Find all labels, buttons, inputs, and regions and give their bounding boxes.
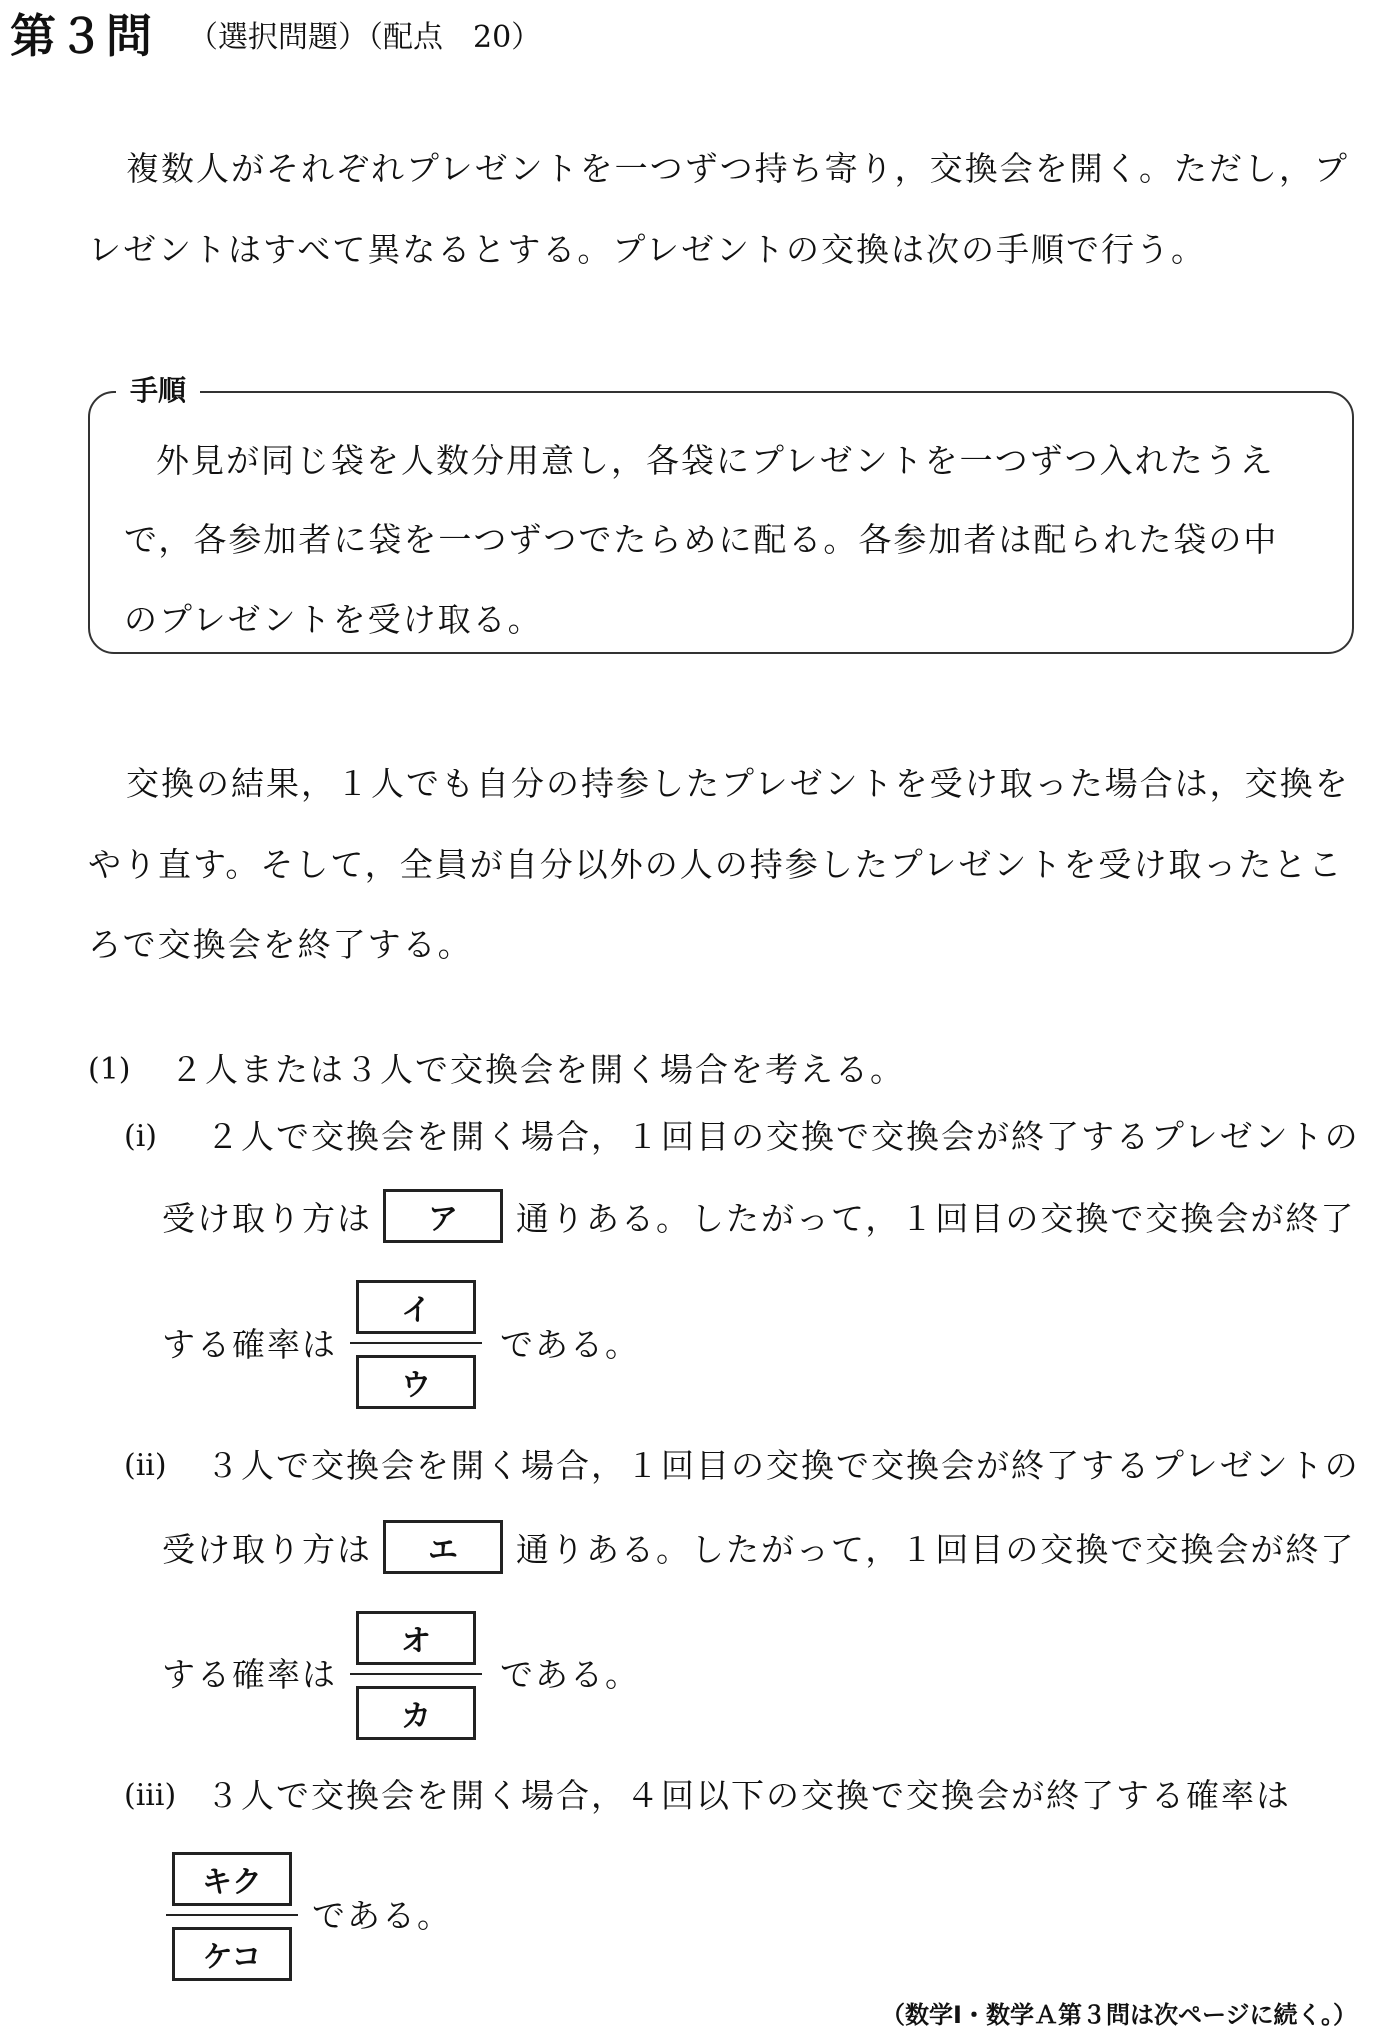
question-1-text: ２人または３人で交換会を開く場合を考える。 (170, 1050, 905, 1089)
answer-box-e[interactable]: エ (383, 1520, 503, 1574)
fraction-bar-kiku-keko (166, 1914, 298, 1916)
subquestion-ii-line-1: ３人で交換会を開く場合，１回目の交換で交換会が終了するプレゼントの (206, 1446, 1360, 1485)
fraction-bar-o-ka (350, 1673, 482, 1675)
rule-line-1: 交換の結果，１人でも自分の持参したプレゼントを受け取った場合は，交換を (126, 764, 1350, 803)
answer-box-a[interactable]: ア (383, 1189, 503, 1243)
subquestion-i-label: (i) (124, 1119, 158, 1154)
procedure-line-2: で，各参加者に袋を一つずつでたらめに配る。各参加者は配られた袋の中 (124, 520, 1279, 559)
fraction-bar-i-u (350, 1342, 482, 1344)
rule-line-3: ろで交換会を終了する。 (88, 925, 473, 964)
answer-box-keko[interactable]: ケコ (172, 1927, 292, 1981)
answer-box-ka[interactable]: カ (356, 1686, 476, 1740)
answer-box-i[interactable]: イ (356, 1280, 476, 1334)
continuation-note: （数学Ⅰ・数学Ａ第３問は次ページに続く。） (881, 2001, 1357, 2029)
subquestion-i-line-3-post: である。 (500, 1325, 640, 1364)
problem-subtitle: （選択問題）（配点 20） (188, 20, 542, 55)
subquestion-i-line-3-pre: する確率は (162, 1325, 337, 1364)
answer-box-o[interactable]: オ (356, 1611, 476, 1665)
subquestion-ii-line-3-pre: する確率は (162, 1655, 337, 1694)
subquestion-i-line-2-pre: 受け取り方は (162, 1199, 372, 1238)
problem-number: 第３問 (10, 9, 154, 63)
subquestion-i-line-1: ２人で交換会を開く場合，１回目の交換で交換会が終了するプレゼントの (206, 1117, 1360, 1156)
subquestion-iii-line-1: ３人で交換会を開く場合，４回以下の交換で交換会が終了する確率は (206, 1776, 1291, 1815)
procedure-line-1: 外見が同じ袋を人数分用意し，各袋にプレゼントを一つずつ入れたうえ (156, 441, 1275, 480)
subquestion-iii-line-2-post: である。 (312, 1896, 452, 1935)
subquestion-ii-line-2-post: 通りある。したがって，１回目の交換で交換会が終了 (516, 1530, 1356, 1569)
subquestion-ii-label: (ii) (124, 1448, 167, 1483)
procedure-label: 手順 (116, 373, 200, 409)
procedure-line-3: のプレゼントを受け取る。 (124, 600, 543, 639)
subquestion-ii-line-2-pre: 受け取り方は (162, 1530, 372, 1569)
intro-line-2: レゼントはすべて異なるとする。プレゼントの交換は次の手順で行う。 (88, 230, 1207, 269)
subquestion-i-line-2-post: 通りある。したがって，１回目の交換で交換会が終了 (516, 1199, 1356, 1238)
answer-box-kiku[interactable]: キク (172, 1852, 292, 1906)
answer-box-u[interactable]: ウ (356, 1355, 476, 1409)
subquestion-ii-line-3-post: である。 (500, 1655, 640, 1694)
subquestion-iii-label: (iii) (124, 1778, 177, 1813)
intro-line-1: 複数人がそれぞれプレゼントを一つずつ持ち寄り，交換会を開く。ただし，プ (126, 149, 1350, 188)
rule-line-2: やり直す。そして，全員が自分以外の人の持参したプレゼントを受け取ったとこ (88, 845, 1344, 884)
question-1-label: (1) (88, 1052, 131, 1087)
